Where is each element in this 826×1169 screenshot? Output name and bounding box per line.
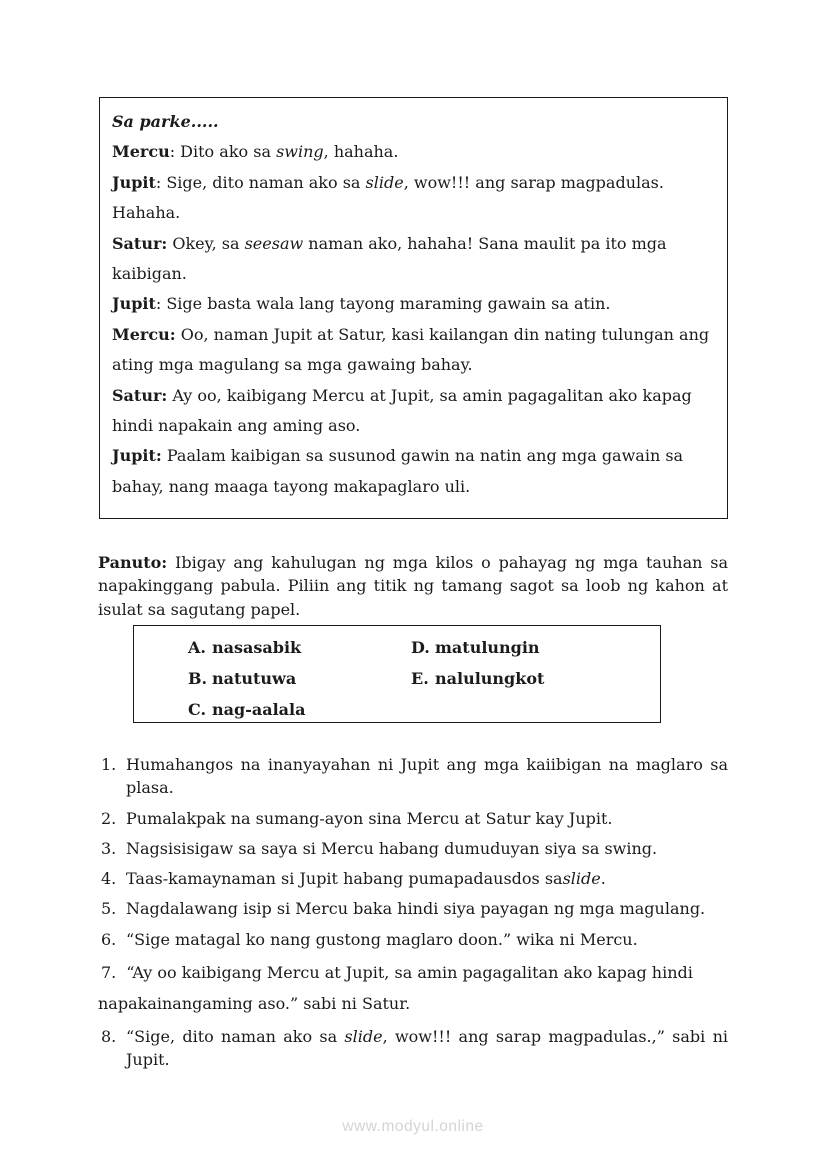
choice-item bbox=[188, 632, 411, 663]
choice-letter: B. bbox=[188, 669, 208, 688]
question-text: “Ay oo kaibigang Mercu at Jupit, sa amin pagagalitan ako kapag hindi napakainangaming aso.” sabi ni Satur. bbox=[98, 963, 693, 1013]
dialogue-line: Jupit: Sige, dito naman ako sa slide, wow!!! ang sarap magpadulas. Hahaha. bbox=[112, 172, 664, 223]
dialogue-line: Mercu: Oo, naman Jupit at Satur, kasi kailangan din nating tulungan ang ating mga magulang sa mga gawaing bahay. bbox=[112, 324, 710, 375]
question-text: Taas-kamaynaman si Jupit habang pumapadausdos saslide. bbox=[126, 869, 606, 889]
question-text: Pumalakpak na sumang-ayon sina Mercu at Satur kay Jupit. bbox=[126, 808, 613, 828]
question-item bbox=[98, 897, 728, 920]
choice-label: matulungin bbox=[435, 638, 540, 657]
dialogue-box bbox=[99, 97, 728, 519]
choices-column-left bbox=[188, 632, 411, 722]
question-list bbox=[98, 753, 728, 1078]
choice-item bbox=[188, 663, 411, 694]
question-item bbox=[98, 867, 728, 890]
choice-letter: D. bbox=[411, 638, 430, 657]
choice-item bbox=[411, 663, 544, 694]
question-item bbox=[98, 958, 728, 1020]
dialogue-line: Satur: Ay oo, kaibigang Mercu at Jupit, sa amin pagagalitan ako kapag hindi napakain ang aming aso. bbox=[112, 385, 692, 436]
choice-label: nasasabik bbox=[212, 638, 302, 657]
dialogue-title: Sa parke..... bbox=[112, 112, 219, 131]
question-item bbox=[98, 753, 728, 800]
question-text: Nagsisisigaw sa saya si Mercu habang dumuduyan siya sa swing. bbox=[126, 838, 658, 858]
question-item bbox=[98, 1025, 728, 1072]
question-text: Nagdalawang isip si Mercu baka hindi siya payagan ng mga magulang. bbox=[126, 899, 706, 919]
question-item bbox=[98, 807, 728, 830]
question-number: 3. bbox=[101, 838, 117, 858]
dialogue-line: Mercu: Dito ako sa swing, hahaha. bbox=[112, 142, 399, 162]
question-number: 2. bbox=[101, 808, 117, 828]
choice-item bbox=[188, 694, 411, 725]
dialogue-line: Jupit: Sige basta wala lang tayong maraming gawain sa atin. bbox=[112, 294, 611, 314]
choice-item bbox=[411, 632, 544, 663]
question-text: Humahangos na inanyayahan ni Jupit ang mga kaiibigan na maglaro sa plasa. bbox=[126, 755, 728, 798]
question-number: 6. bbox=[101, 929, 117, 949]
answer-choices-box bbox=[133, 625, 661, 723]
question-item bbox=[98, 928, 728, 951]
question-item bbox=[98, 837, 728, 860]
choice-label: nalulungkot bbox=[435, 669, 545, 688]
choices-column-right bbox=[411, 632, 544, 722]
choice-label: natutuwa bbox=[212, 669, 297, 688]
question-number: 7. bbox=[101, 963, 117, 983]
choice-letter: E. bbox=[411, 669, 429, 688]
question-number: 5. bbox=[101, 899, 117, 919]
choice-letter: A. bbox=[188, 638, 206, 657]
question-number: 4. bbox=[101, 869, 117, 889]
dialogue-line: Satur: Okey, sa seesaw naman ako, hahaha! Sana maulit pa ito mga kaibigan. bbox=[112, 233, 667, 284]
instructions-paragraph: Panuto: Ibigay ang kahulugan ng mga kilos o pahayag ng mga tauhan sa napakinggang pabula. Piliin ang titik ng tamang sagot sa loob ng kahon at isulat sa sagutang papel. bbox=[98, 553, 728, 619]
dialogue-line: Jupit: Paalam kaibigan sa susunod gawin na natin ang mga gawain sa bahay, nang maaga tayong makapaglaro uli. bbox=[112, 446, 684, 496]
question-number: 8. bbox=[101, 1026, 117, 1046]
choice-label: nag-aalala bbox=[212, 700, 306, 719]
site-watermark: www.modyul.online bbox=[342, 1118, 484, 1135]
question-number: 1. bbox=[101, 755, 117, 774]
choice-letter: C. bbox=[188, 700, 207, 719]
question-text: “Sige matagal ko nang gustong maglaro doon.” wika ni Mercu. bbox=[126, 929, 638, 949]
question-text: “Sige, dito naman ako sa slide, wow!!! ang sarap magpadulas.,” sabi ni Jupit. bbox=[126, 1026, 728, 1069]
